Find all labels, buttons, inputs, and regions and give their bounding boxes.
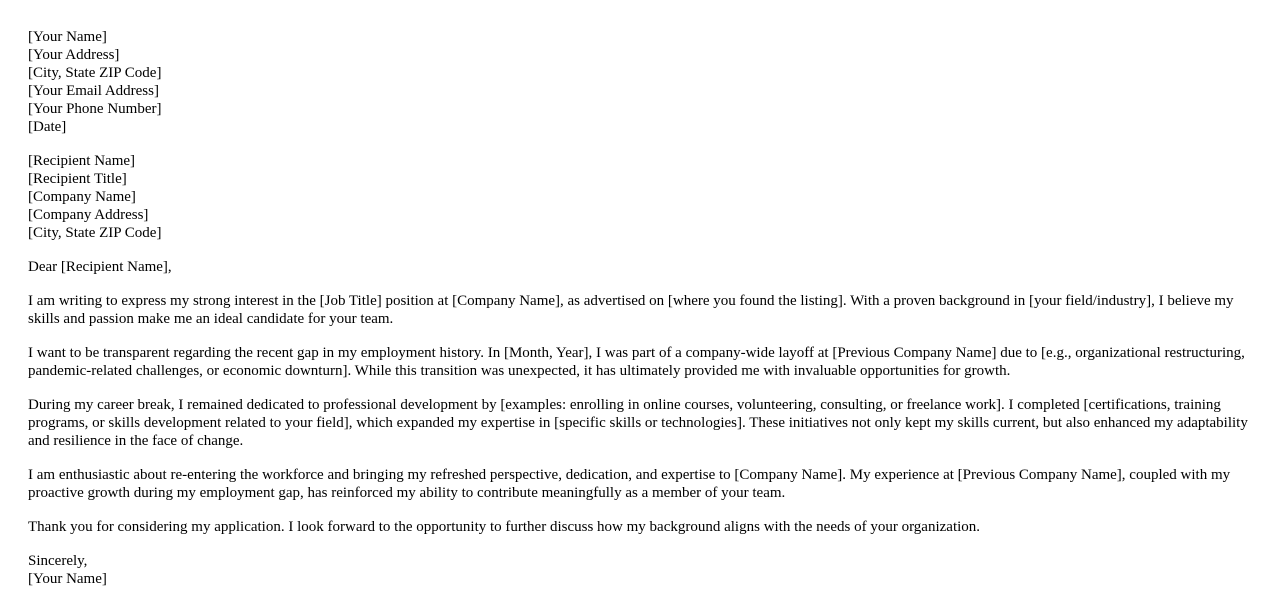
letter-date: [Date] bbox=[28, 119, 67, 135]
paragraph-intro: I am writing to express my strong interest in the [Job Title] position at [Company Name], as advertised on [where you found the listing]. With a proven background in [your field/industry], I believe my skills and passion make me an ideal candidate for your team. bbox=[28, 293, 1234, 327]
closing: Sincerely, bbox=[28, 553, 88, 569]
sender-address-block bbox=[28, 28, 1256, 136]
salutation: Dear [Recipient Name], bbox=[28, 259, 172, 275]
sender-address: [Your Address] bbox=[28, 47, 120, 63]
paragraph-thanks: Thank you for considering my application. I look forward to the opportunity to further discuss how my background aligns with the needs of your organization. bbox=[28, 519, 981, 535]
sender-name: [Your Name] bbox=[28, 29, 107, 45]
paragraph-career-break: During my career break, I remained dedicated to professional development by [examples: enrolling in online courses, volunteering, consulting, or freelance work]. I completed [certifications, training programs, or skills development related to your field], which expanded my expertise in [specific skills or technologies]. These initiatives not only kept my skills current, but also enhanced my adaptability and resilience in the face of change. bbox=[28, 397, 1248, 449]
recipient-name: [Recipient Name] bbox=[28, 153, 136, 169]
recipient-title: [Recipient Title] bbox=[28, 171, 127, 187]
recipient-company: [Company Name] bbox=[28, 189, 136, 205]
recipient-company-address: [Company Address] bbox=[28, 207, 149, 223]
cover-letter bbox=[28, 28, 1256, 588]
sender-city-state-zip: [City, State ZIP Code] bbox=[28, 65, 162, 81]
paragraph-reentry: I am enthusiastic about re-entering the workforce and bringing my refreshed perspective, dedication, and expertise to [Company Name]. My experience at [Previous Company Name], coupled with my proactive growth during my employment gap, has reinforced my ability to contribute meaningfully as a member of your team. bbox=[28, 467, 1231, 501]
recipient-city-state-zip: [City, State ZIP Code] bbox=[28, 225, 162, 241]
sender-email: [Your Email Address] bbox=[28, 83, 159, 99]
paragraph-employment-gap: I want to be transparent regarding the recent gap in my employment history. In [Month, Year], I was part of a company-wide layoff at [Previous Company Name] due to [e.g., organizational restructuring, pandemic-related challenges, or economic downturn]. While this transition was unexpected, it has ultimately provided me with invaluable opportunities for growth. bbox=[28, 345, 1245, 379]
signature-block bbox=[28, 552, 1256, 588]
sender-phone: [Your Phone Number] bbox=[28, 101, 162, 117]
signature-name: [Your Name] bbox=[28, 571, 107, 587]
recipient-address-block bbox=[28, 152, 1256, 242]
